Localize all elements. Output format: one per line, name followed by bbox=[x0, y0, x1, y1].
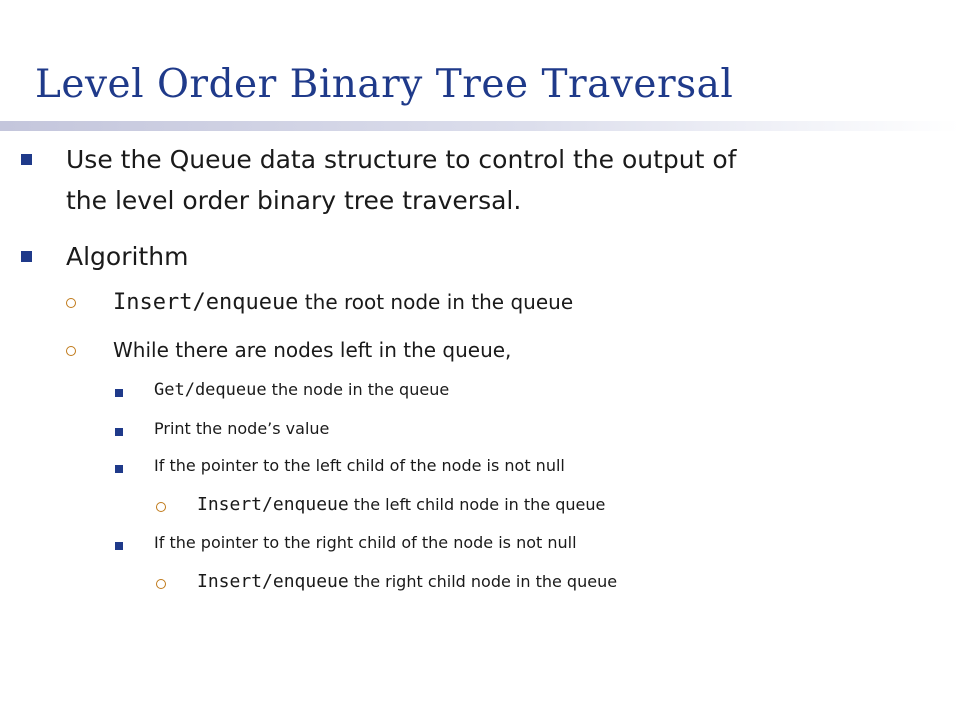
square-bullet-icon bbox=[21, 154, 32, 165]
square-bullet-icon bbox=[115, 465, 123, 473]
step-while-loop: While there are nodes left in the queue, bbox=[113, 338, 512, 362]
sub-insert-left bbox=[197, 494, 605, 515]
sub-insert-right-text: the right child node in the queue bbox=[348, 572, 618, 591]
sub-left-child: If the pointer to the left child of the node is not null bbox=[154, 456, 565, 475]
ring-bullet-icon bbox=[156, 579, 166, 589]
square-bullet-icon bbox=[115, 389, 123, 397]
square-bullet-icon bbox=[21, 251, 32, 262]
bullet-queue-line1: Use the Queue data structure to control the output of bbox=[66, 145, 737, 174]
sub-insert-right bbox=[197, 571, 617, 592]
sub-insert-left-text: the left child node in the queue bbox=[348, 495, 606, 514]
ring-bullet-icon bbox=[66, 346, 76, 356]
sub-dequeue bbox=[154, 380, 449, 400]
ring-bullet-icon bbox=[156, 502, 166, 512]
step-insert-root bbox=[113, 290, 573, 315]
square-bullet-icon bbox=[115, 542, 123, 550]
bullet-queue-line2: the level order binary tree traversal. bbox=[66, 186, 522, 215]
square-bullet-icon bbox=[115, 428, 123, 436]
sub-print-value: Print the node’s value bbox=[154, 419, 330, 438]
sub-dequeue-text: the node in the queue bbox=[266, 380, 450, 399]
bullet-algorithm: Algorithm bbox=[66, 242, 189, 271]
code-get-dequeue: Get/dequeue bbox=[154, 380, 267, 400]
title-divider bbox=[0, 121, 960, 131]
step-insert-root-text: the root node in the queue bbox=[298, 290, 574, 314]
code-insert-enqueue: Insert/enqueue bbox=[197, 571, 349, 592]
code-insert-enqueue: Insert/enqueue bbox=[113, 290, 299, 315]
slide-title: Level Order Binary Tree Traversal bbox=[35, 62, 734, 107]
sub-right-child: If the pointer to the right child of the node is not null bbox=[154, 533, 577, 552]
code-insert-enqueue: Insert/enqueue bbox=[197, 494, 349, 515]
ring-bullet-icon bbox=[66, 298, 76, 308]
